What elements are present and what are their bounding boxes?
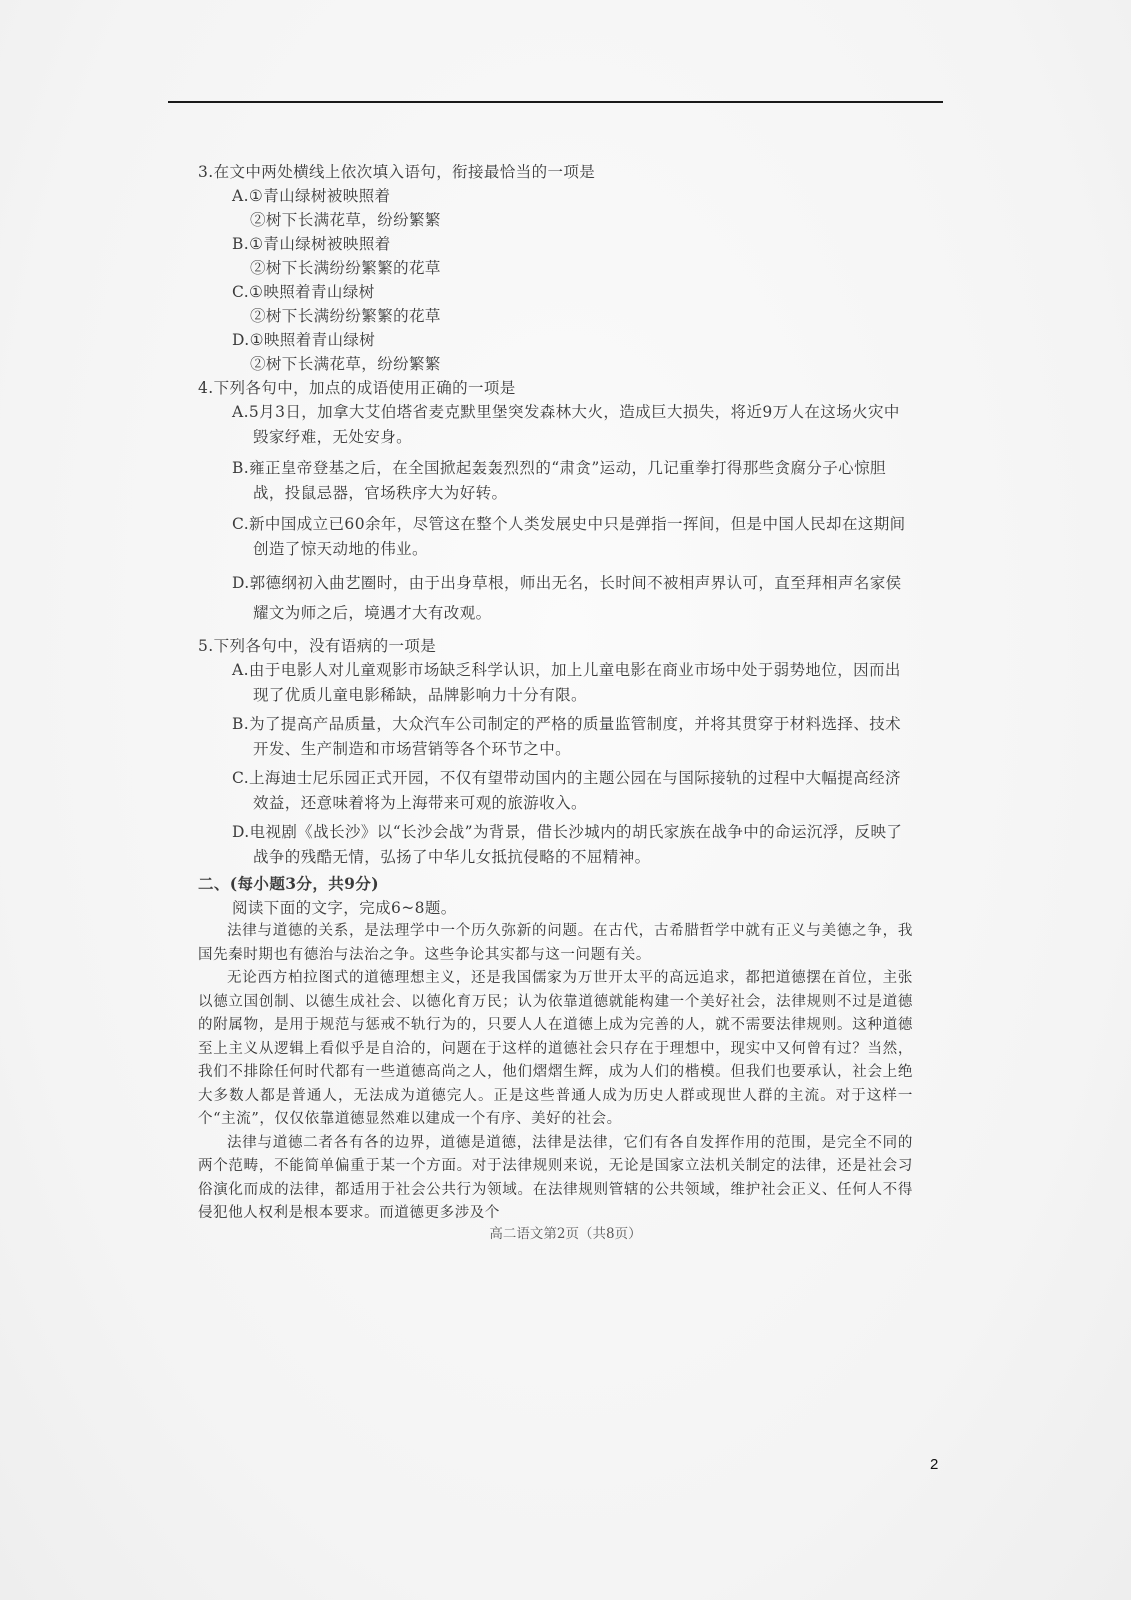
passage-paragraph-1: 法律与道德的关系，是法理学中一个历久弥新的问题。在古代，古希腊哲学中就有正义与美德之争，我国先秦时期也有德治与法治之争。这些争论其实都与这一问题有关。 xyxy=(198,923,913,963)
q3-option-c-line2: ②树下长满纷纷繁繁的花草 xyxy=(250,307,441,325)
passage-paragraph-3: 法律与道德二者各有各的边界，道德是道德，法律是法律，它们有各自发挥作用的范围，是完全不同的两个范畴，不能简单偏重于某一个方面。对于法律规则来说，无论是国家立法机关制定的法律，还是社会习俗演化而成的法律，都适用于社会公共行为领域。在法律规则管辖的公共领域，维护社会正义、任何人不得侵犯他人权利是根本要求。而道德更多涉及个 xyxy=(198,1134,913,1221)
q4-option-d: D.郭德纲初入曲艺圈时，由于出身草根，师出无名，长时间不被相声界认可，直至拜相声名家侯耀文为师之后，境遇才大有改观。 xyxy=(232,574,902,622)
question-4-stem: 4.下列各句中，加点的成语使用正确的一项是 xyxy=(198,379,516,397)
section-2-intro: 阅读下面的文字，完成6~8题。 xyxy=(232,899,457,917)
header-rule xyxy=(168,101,943,103)
question-3-stem: 3.在文中两处横线上依次填入语句，衔接最恰当的一项是 xyxy=(198,163,596,181)
q3-option-a-line2: ②树下长满花草，纷纷繁繁 xyxy=(250,211,441,229)
section-2 xyxy=(198,872,913,1226)
question-4 xyxy=(198,376,913,628)
question-5 xyxy=(198,634,913,870)
q5-option-a: A.由于电影人对儿童观影市场缺乏科学认识，加上儿童电影在商业市场中处于弱势地位，因而出现了优质儿童电影稀缺，品牌影响力十分有限。 xyxy=(232,661,901,704)
q3-option-b-line2: ②树下长满纷纷繁繁的花草 xyxy=(250,259,441,277)
question-3 xyxy=(198,160,913,376)
q4-option-c: C.新中国成立已60余年，尽管这在整个人类发展史中只是弹指一挥间，但是中国人民却在这期间创造了惊天动地的伟业。 xyxy=(232,515,906,558)
passage-paragraph-2: 无论西方柏拉图式的道德理想主义，还是我国儒家为万世开太平的高远追求，都把道德摆在首位，主张以德立国创制、以德生成社会、以德化育万民；认为依靠道德就能构建一个美好社会，法律规则不过是道德的附属物，是用于规范与惩戒不轨行为的，只要人人在道德上成为完善的人，就不需要法律规则。这种道德至上主义从逻辑上看似乎是自洽的，问题在于这样的道德社会只存在于理想中，现实中又何曾有过？当然，我们不排除任何时代都有一些道德高尚之人，他们熠熠生辉，成为人们的楷模。但我们也要承认，社会上绝大多数人都是普通人，无法成为道德完人。正是这些普通人成为历史人群或现世人群的主流。对于这样一个“主流”，仅仅依靠道德显然难以建成一个有序、美好的社会。 xyxy=(198,970,913,1127)
q5-option-d: D.电视剧《战长沙》以“长沙会战”为背景，借长沙城内的胡氏家族在战争中的命运沉浮，反映了战争的残酷无情，弘扬了中华儿女抵抗侵略的不屈精神。 xyxy=(232,823,903,866)
q3-option-a-line1: A.①青山绿树被映照着 xyxy=(232,187,391,205)
q3-option-b-line1: B.①青山绿树被映照着 xyxy=(232,235,391,253)
q3-option-c-line1: C.①映照着青山绿树 xyxy=(232,283,375,301)
question-5-stem: 5.下列各句中，没有语病的一项是 xyxy=(198,637,437,655)
section-2-heading: 二、(每小题3分，共9分) xyxy=(198,874,379,893)
q3-option-d-line1: D.①映照着青山绿树 xyxy=(232,331,376,349)
q4-option-b: B.雍正皇帝登基之后，在全国掀起轰轰烈烈的“肃贪”运动，几记重拳打得那些贪腐分子心惊胆战，投鼠忌器，官场秩序大为好转。 xyxy=(232,459,886,502)
page-footer: 高二语文第2页（共8页） xyxy=(489,1226,642,1242)
q3-option-d-line2: ②树下长满花草，纷纷繁繁 xyxy=(250,355,441,373)
q5-option-b: B.为了提高产品质量，大众汽车公司制定的严格的质量监管制度，并将其贯穿于材料选择、技术开发、生产制造和市场营销等各个环节之中。 xyxy=(232,715,902,758)
q4-option-a: A.5月3日，加拿大艾伯塔省麦克默里堡突发森林大火，造成巨大损失，将近9万人在这场火灾中毁家纾难，无处安身。 xyxy=(232,403,900,446)
q5-option-c: C.上海迪士尼乐园正式开园，不仅有望带动国内的主题公园在与国际接轨的过程中大幅提高经济效益，还意味着将为上海带来可观的旅游收入。 xyxy=(232,769,901,812)
page-body xyxy=(198,160,913,1226)
page-number: 2 xyxy=(930,1456,939,1473)
